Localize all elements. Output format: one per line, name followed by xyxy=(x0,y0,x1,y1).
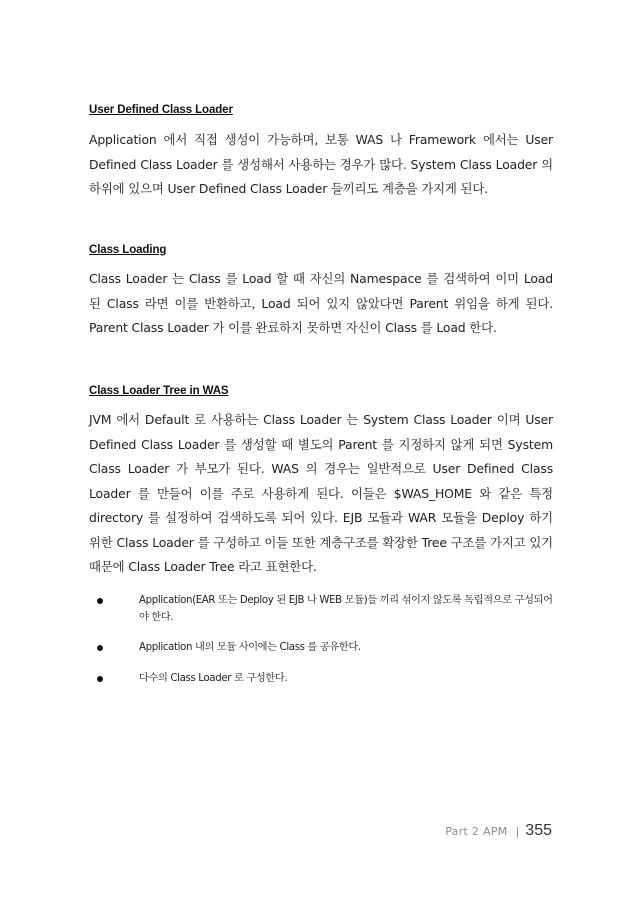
bullet-text: Application 내의 모듈 사이에는 Class 를 공유한다. xyxy=(139,642,361,653)
bullet-text: 다수의 Class Loader 로 구성한다. xyxy=(139,672,288,684)
footer-separator: | xyxy=(515,825,520,838)
section-user-defined-class-loader xyxy=(89,103,553,202)
section-class-loading xyxy=(89,243,553,341)
section-heading: User Defined Class Loader xyxy=(89,104,233,116)
bullet-list xyxy=(95,593,555,701)
bullet-dot-icon xyxy=(97,598,103,604)
section-paragraph: JVM 에서 Default 로 사용하는 Class Loader 는 System Class Loader 이며 User Defined Class Loader 를 생성할 때 별도의 Parent 를 지정하지 않게 되면 System Class Loader 가 부모가 된다. WAS 의 경우는 일반적으로 User Defined Class Loader 를 만들어 이를 주로 사용하게 된다. 이들은 $WAS_HOME 와 같은 특정 directory 를 설정하여 검색하도록 되어 있다. EJB 모듈과 WAR 모듈을 Deploy 하기 위한 Class Loader 를 구성하고 이들 또한 계층구조를 확장한 Tree 구조를 가지고 있기 때문에 Class Loader Tree 라고 표현한다. xyxy=(89,412,553,574)
section-class-loader-tree-in-was xyxy=(89,384,553,580)
bullet-dot-icon xyxy=(97,645,103,651)
list-item xyxy=(95,593,555,626)
list-item xyxy=(95,640,555,657)
list-item xyxy=(95,671,555,688)
section-heading: Class Loading xyxy=(89,244,167,256)
section-heading: Class Loader Tree in WAS xyxy=(89,385,229,397)
footer-part-label: Part 2 APM xyxy=(445,825,508,838)
page-number: 355 xyxy=(525,822,552,839)
section-paragraph: Class Loader 는 Class 를 Load 할 때 자신의 Namespace 를 검색하여 이미 Load 된 Class 라면 이를 반환하고, Load 되어 있지 않았다면 Parent 위임을 하게 된다. Parent Class Loader 가 이를 완료하지 못하면 자신이 Class 를 Load 한다. xyxy=(89,271,553,335)
bullet-dot-icon xyxy=(97,676,103,682)
bullet-text: Application(EAR 또는 Deploy 된 EJB 나 WEB 모듈)들 끼리 섞이지 않도록 독립적으로 구성되어야 한다. xyxy=(139,595,553,623)
section-paragraph: Application 에서 직접 생성이 가능하며, 보통 WAS 나 Framework 에서는 User Defined Class Loader 를 생성해서 사용하는 경우가 많다. System Class Loader 의 하위에 있으며 User Defined Class Loader 들끼리도 계층을 가지게 된다. xyxy=(89,132,553,196)
page-footer xyxy=(445,822,552,840)
